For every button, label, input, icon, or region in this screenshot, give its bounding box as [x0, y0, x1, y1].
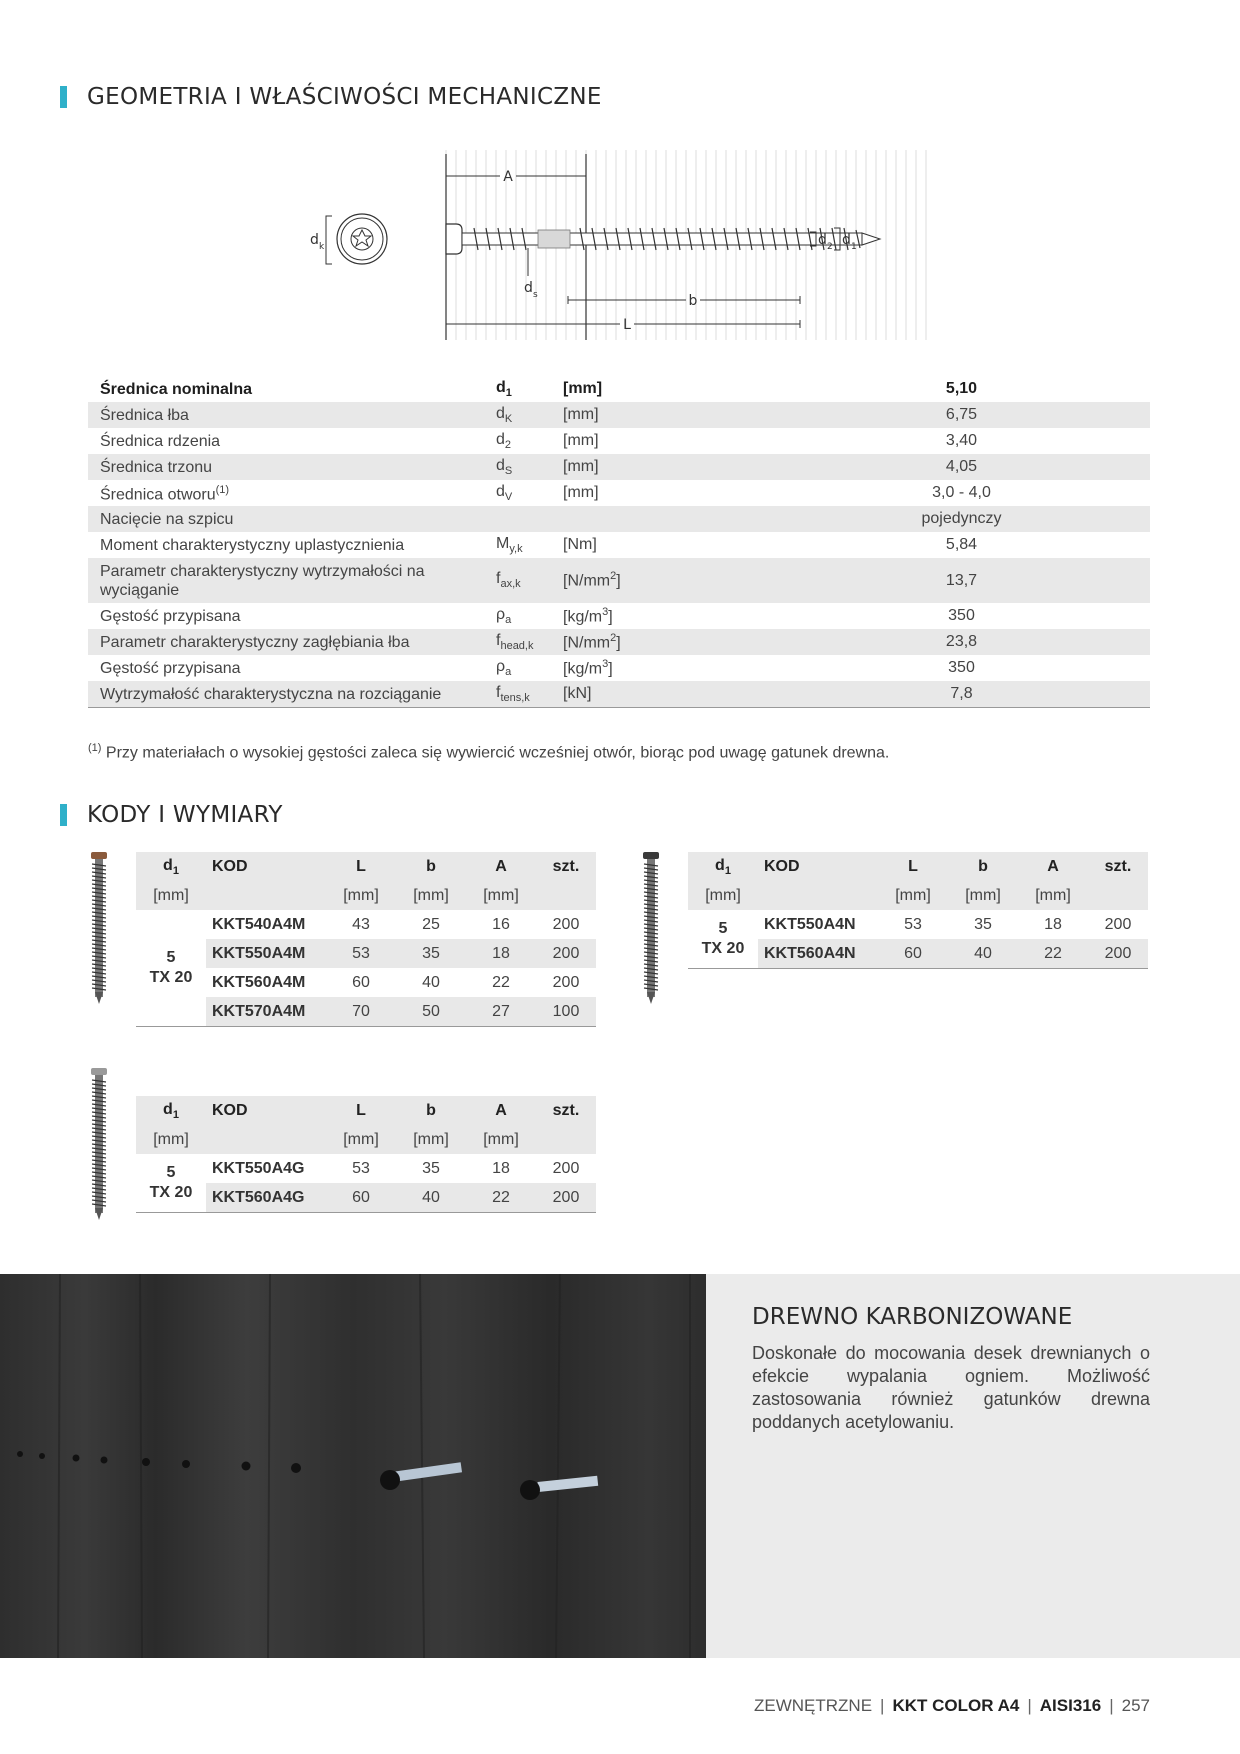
codes-table-brown — [136, 852, 596, 1027]
property-unit: [mm] — [563, 484, 599, 501]
footer-separator: | — [1027, 1696, 1032, 1715]
property-name: Parametr charakterystyczny wytrzymałości na wyciąganie — [100, 562, 425, 599]
label-L: L — [623, 317, 631, 333]
table-row: KKT570A4M 70 50 27 100 — [206, 997, 596, 1026]
property-value: 350 — [948, 659, 975, 676]
footer-separator: | — [1109, 1696, 1114, 1715]
table-row — [88, 603, 1150, 629]
table-header-row — [88, 376, 1150, 402]
property-name: Średnica nominalna — [100, 380, 253, 398]
table-row: KKT550A4G 53 35 18 200 — [206, 1154, 596, 1183]
mechanical-properties-table — [88, 376, 1150, 708]
property-name: Średnica otworu$^{(1)}$ — [100, 484, 230, 504]
property-symbol: $\rho_a$ — [496, 657, 512, 679]
property-unit: [mm] — [563, 432, 599, 449]
screw-grey-icon — [88, 1068, 110, 1220]
property-value: 6,75 — [945, 406, 978, 423]
label-dk-sub: k — [319, 242, 325, 252]
property-name: Gęstość przypisana — [100, 607, 241, 625]
property-name: Gęstość przypisana — [100, 659, 241, 677]
table-row — [88, 681, 1150, 707]
property-value: 3,0 - 4,0 — [932, 484, 991, 501]
screw-side-view — [446, 224, 880, 254]
info-title: DREWNO KARBONIZOWANE — [752, 1304, 1073, 1330]
property-unit: $[kg/m^3]$ — [563, 605, 613, 626]
property-value: 23,8 — [945, 633, 978, 650]
diameter-cell: 5 TX 20 — [701, 920, 745, 957]
info-box — [706, 1274, 1240, 1658]
property-symbol: $f_{ax,k}$ — [496, 570, 521, 591]
label-d2: d — [818, 232, 827, 248]
property-name: Średnica łba — [100, 406, 189, 424]
product-code: KKT550A4G — [212, 1160, 305, 1177]
property-symbol: $d_K$ — [496, 404, 513, 426]
table-row: KKT560A4M 60 40 22 200 — [206, 968, 596, 997]
info-text: Doskonałe do mocowania desek drewnianych o efekcie wypalania ogniem. Możliwość zastosowania również gatunków drewna poddanych acetylowaniu. — [752, 1343, 1150, 1432]
table-row — [88, 629, 1150, 655]
property-unit: [mm] — [563, 458, 599, 475]
table-row — [88, 558, 1150, 603]
label-d2-sub: 2 — [827, 242, 833, 252]
property-symbol: $\rho_a$ — [496, 605, 512, 627]
property-symbol: $M_{y,k}$ — [496, 534, 523, 556]
footer-category: ZEWNĘTRZNE — [754, 1696, 873, 1715]
property-value: 7,8 — [950, 685, 973, 702]
product-code: KKT560A4G — [206, 1183, 326, 1212]
property-symbol: $d_1$ — [496, 378, 512, 400]
product-code: KKT540A4M — [212, 916, 306, 933]
screw-technical-drawing — [290, 150, 940, 340]
screw-head-view — [337, 214, 387, 264]
property-value: 350 — [948, 607, 975, 624]
page-number: 257 — [1121, 1696, 1150, 1715]
label-b: b — [688, 293, 698, 309]
table-row — [88, 506, 1150, 532]
property-unit: $[kg/m^3]$ — [563, 657, 613, 678]
property-name: Moment charakterystyczny uplastycznienia — [100, 536, 405, 554]
property-value: pojedynczy — [921, 510, 1002, 527]
page-footer — [754, 1696, 1150, 1716]
property-name: Parametr charakterystyczny zagłębiania łba — [100, 633, 410, 651]
codes-table-black — [688, 852, 1148, 969]
property-unit: $[N/mm^2]$ — [563, 570, 621, 590]
table-row: KKT560A4G 60 40 22 200 — [206, 1183, 596, 1212]
table-row — [88, 480, 1150, 506]
label-ds-sub: s — [533, 290, 538, 300]
property-value: 5,10 — [945, 380, 978, 397]
table-row — [88, 655, 1150, 681]
property-symbol: $f_{head,k}$ — [496, 631, 534, 653]
property-name: Wytrzymałość charakterystyczna na rozciąganie — [100, 685, 442, 703]
property-unit: [kN] — [563, 685, 592, 702]
property-symbol: $d_2$ — [496, 430, 512, 452]
property-unit: [Nm] — [563, 536, 597, 553]
property-name: Nacięcie na szpicu — [100, 510, 234, 528]
table-row — [88, 402, 1150, 428]
table-row — [88, 454, 1150, 480]
label-d1-sub: 1 — [851, 242, 857, 252]
section-accent-bar — [60, 86, 67, 108]
section-title-codes — [60, 802, 283, 828]
product-code: KKT570A4M — [206, 997, 326, 1026]
table-row: KKT540A4M 43 25 16 200 — [206, 910, 596, 939]
section-title-text: KODY I WYMIARY — [87, 802, 283, 828]
label-A: A — [503, 169, 513, 185]
property-name: Średnica rdzenia — [100, 432, 221, 450]
diameter-cell: 5 TX 20 — [149, 1164, 193, 1201]
screw-brown-icon — [88, 852, 110, 1004]
table-row — [88, 532, 1150, 558]
table-header: $d_1$ [mm] KOD L [mm] b [mm] A [mm] szt. — [136, 1096, 596, 1154]
product-code: KKT560A4N — [758, 939, 878, 968]
property-value: 3,40 — [945, 432, 978, 449]
property-unit: $[N/mm^2]$ — [563, 631, 621, 652]
property-symbol: $d_V$ — [496, 482, 513, 504]
table-row — [88, 428, 1150, 454]
section-title-text: GEOMETRIA I WŁAŚCIWOŚCI MECHANICZNE — [87, 84, 602, 110]
footer-material: AISI316 — [1039, 1696, 1102, 1715]
footer-separator: | — [880, 1696, 885, 1715]
property-symbol: $f_{tens,k}$ — [496, 683, 530, 705]
property-value: 13,7 — [945, 571, 978, 589]
property-unit: [mm] — [563, 380, 603, 397]
product-code: KKT560A4M — [212, 974, 306, 991]
product-code: KKT550A4N — [764, 916, 856, 933]
diameter-cell: 5 TX 20 — [149, 949, 193, 986]
property-symbol: $d_S$ — [496, 456, 513, 478]
table-bottom-rule — [88, 707, 1150, 708]
table-header: $d_1$ [mm] KOD L [mm] b [mm] A [mm] szt. — [136, 852, 596, 910]
table-row: KKT560A4N 60 40 22 200 — [758, 939, 1148, 968]
footer-product: KKT COLOR A4 — [892, 1696, 1020, 1715]
product-code: KKT550A4M — [206, 939, 326, 968]
footnote: $^{(1)}$ Przy materiałach o wysokiej gęstości zaleca się wywiercić wcześniej otwór, biorąc pod uwagę gatunek drewna. — [88, 742, 890, 762]
charred-wood-photo — [0, 1274, 706, 1658]
label-ds: d — [524, 280, 533, 296]
section-title-geometry — [60, 84, 602, 110]
section-accent-bar — [60, 804, 67, 826]
label-d1: d — [842, 232, 851, 248]
property-name: Średnica trzonu — [100, 458, 213, 476]
codes-table-grey — [136, 1096, 596, 1213]
property-unit: [mm] — [563, 406, 599, 423]
label-dk: d — [310, 232, 319, 248]
property-value: 5,84 — [945, 536, 978, 553]
table-row: KKT550A4M 53 35 18 200 — [206, 939, 596, 968]
screw-black-icon — [640, 852, 662, 1004]
table-row: KKT550A4N 53 35 18 200 — [758, 910, 1148, 939]
table-header: $d_1$ [mm] KOD L [mm] b [mm] A [mm] szt. — [688, 852, 1148, 910]
property-value: 4,05 — [945, 458, 978, 475]
